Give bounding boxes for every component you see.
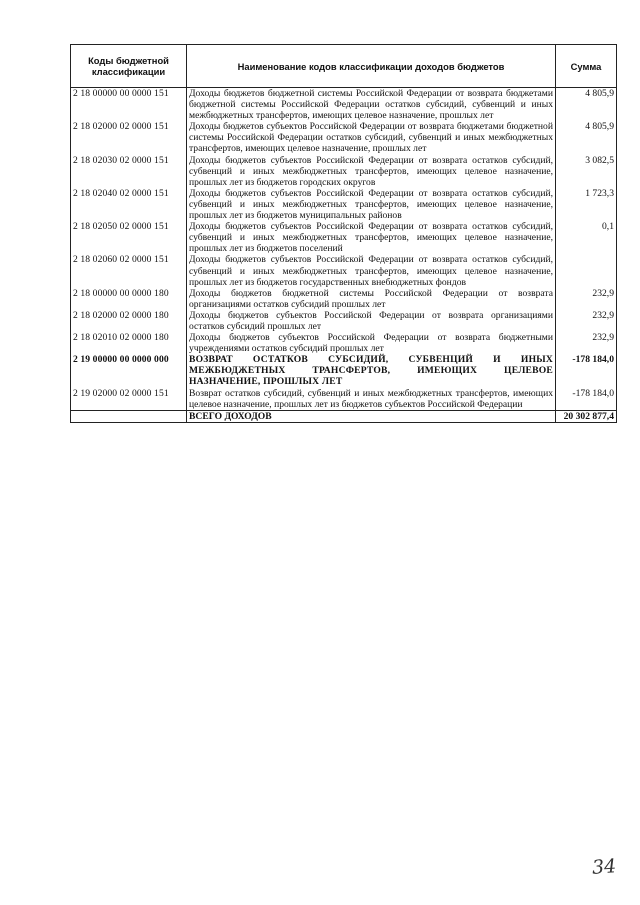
name-cell: Доходы бюджетов субъектов Российской Федерации от возврата бюджетными учреждениями остатков субсидий прошлых лет: [187, 332, 556, 354]
header-codes: Коды бюджетной классификации: [71, 45, 187, 88]
amount-cell: 232,9: [556, 288, 617, 310]
amount-cell: 232,9: [556, 332, 617, 354]
name-cell: Доходы бюджетов субъектов Российской Федерации от возврата остатков субсидий, субвенций и иных межбюджетных трансфертов, имеющих целевое назначение, прошлых лет из бюджетов муниципальных районов: [187, 188, 556, 221]
total-row: [71, 410, 617, 422]
name-cell: Доходы бюджетов субъектов Российской Федерации от возврата остатков субсидий, субвенций и иных межбюджетных трансфертов, имеющих целевое назначение, прошлых лет из бюджетов городских округов: [187, 155, 556, 188]
name-cell: Доходы бюджетов субъектов Российской Федерации от возврата остатков субсидий, субвенций и иных межбюджетных трансфертов, имеющих целевое назначение, прошлых лет из бюджетов государственных внебюджетных фондов: [187, 254, 556, 287]
code-cell: 2 18 02010 02 0000 180: [71, 332, 187, 354]
total-code-cell: [71, 410, 187, 422]
code-cell: 2 19 02000 02 0000 151: [71, 388, 187, 411]
amount-cell: -178 184,0: [556, 354, 617, 387]
table-row: [71, 388, 617, 411]
table-row: [71, 121, 617, 154]
table-body: [71, 88, 617, 411]
amount-cell: 0,1: [556, 221, 617, 254]
table-row: [71, 354, 617, 387]
name-cell: Доходы бюджетов субъектов Российской Федерации от возврата организациями остатков субсидий прошлых лет: [187, 310, 556, 332]
header-amount: Сумма: [556, 45, 617, 88]
page-number: 34: [591, 855, 617, 879]
code-cell: 2 18 02000 02 0000 180: [71, 310, 187, 332]
code-cell: 2 18 02060 02 0000 151: [71, 254, 187, 287]
amount-cell: [556, 254, 617, 287]
amount-cell: 4 805,9: [556, 121, 617, 154]
code-cell: 2 18 02040 02 0000 151: [71, 188, 187, 221]
name-cell: Возврат остатков субсидий, субвенций и иных межбюджетных трансфертов, имеющих целевое назначение, прошлых лет из бюджетов субъектов Российской Федерации: [187, 388, 556, 411]
header-name: Наименование кодов классификации доходов бюджетов: [187, 45, 556, 88]
table-header: [71, 45, 617, 88]
table-row: [71, 310, 617, 332]
table-row: [71, 254, 617, 287]
total-label: ВСЕГО ДОХОДОВ: [187, 410, 556, 422]
revenue-table: [70, 44, 617, 423]
table-row: [71, 88, 617, 122]
table-row: [71, 221, 617, 254]
code-cell: 2 18 00000 00 0000 151: [71, 88, 187, 122]
amount-cell: -178 184,0: [556, 388, 617, 411]
table-row: [71, 188, 617, 221]
name-cell: ВОЗВРАТ ОСТАТКОВ СУБСИДИЙ, СУБВЕНЦИЙ И ИНЫХ МЕЖБЮДЖЕТНЫХ ТРАНСФЕРТОВ, ИМЕЮЩИХ ЦЕЛЕВОЕ НАЗНАЧЕНИЕ, ПРОШЛЫХ ЛЕТ: [187, 354, 556, 387]
amount-cell: 232,9: [556, 310, 617, 332]
total-amount: 20 302 877,4: [556, 410, 617, 422]
code-cell: 2 18 02030 02 0000 151: [71, 155, 187, 188]
code-cell: 2 18 02050 02 0000 151: [71, 221, 187, 254]
name-cell: Доходы бюджетов бюджетной системы Российской Федерации от возврата организациями остатков субсидий прошлых лет: [187, 288, 556, 310]
amount-cell: 1 723,3: [556, 188, 617, 221]
name-cell: Доходы бюджетов субъектов Российской Федерации от возврата остатков субсидий, субвенций и иных межбюджетных трансфертов, имеющих целевое назначение, прошлых лет из бюджетов поселений: [187, 221, 556, 254]
amount-cell: 4 805,9: [556, 88, 617, 122]
table-row: [71, 288, 617, 310]
code-cell: 2 18 02000 02 0000 151: [71, 121, 187, 154]
table-row: [71, 155, 617, 188]
code-cell: 2 18 00000 00 0000 180: [71, 288, 187, 310]
amount-cell: 3 082,5: [556, 155, 617, 188]
table-row: [71, 332, 617, 354]
name-cell: Доходы бюджетов субъектов Российской Федерации от возврата бюджетами бюджетной системы Российской Федерации остатков субсидий, субвенций и иных межбюджетных трансфертов, имеющих целевое назначение, прошлых лет: [187, 121, 556, 154]
code-cell: 2 19 00000 00 0000 000: [71, 354, 187, 387]
name-cell: Доходы бюджетов бюджетной системы Российской Федерации от возврата бюджетами бюджетной системы Российской Федерации остатков субсидий, субвенций и иных межбюджетных трансфертов, имеющих целевое назначение, прошлых лет: [187, 88, 556, 122]
